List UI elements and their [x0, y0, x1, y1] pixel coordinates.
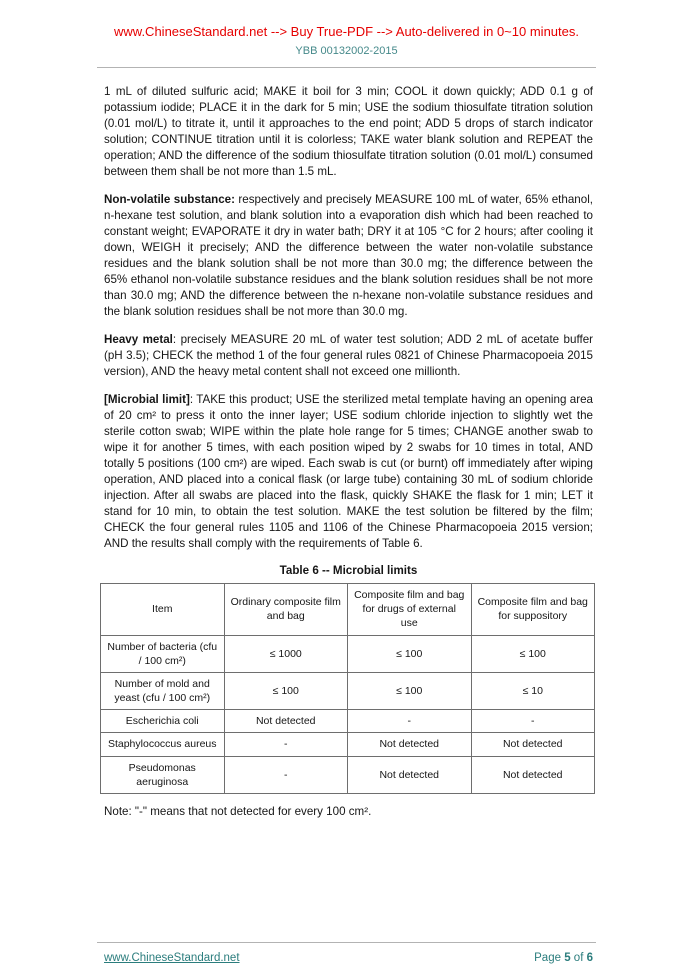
footer — [0, 942, 693, 964]
value-cell: Not detected — [471, 756, 595, 793]
paragraph-lead: [Microbial limit] — [104, 393, 190, 406]
page-label: Page — [534, 952, 565, 964]
value-cell: Not detected — [348, 733, 472, 756]
header-banner-link[interactable]: www.ChineseStandard.net --> Buy True-PDF --> Auto-delivered in 0~10 minutes. — [114, 24, 579, 39]
paragraph-microbial-limit — [104, 392, 593, 552]
item-cell: Number of mold and yeast (cfu / 100 cm²) — [101, 672, 225, 709]
value-cell: Not detected — [471, 733, 595, 756]
footer-site-link[interactable]: www.ChineseStandard.net — [104, 952, 240, 964]
paragraph-nonvolatile-substance — [104, 192, 593, 320]
paragraph-lead: Heavy metal — [104, 333, 173, 346]
value-cell: - — [224, 733, 348, 756]
paragraph-titration — [104, 84, 593, 180]
column-header-external-use: Composite film and bag for drugs of external use — [348, 584, 472, 636]
value-cell: ≤ 100 — [224, 672, 348, 709]
value-cell: ≤ 10 — [471, 672, 595, 709]
paragraph-lead: Non-volatile substance: — [104, 193, 235, 206]
page-number: 5 — [564, 952, 571, 964]
column-header-suppository: Composite film and bag for suppository — [471, 584, 595, 636]
standard-number: YBB 00132002-2015 — [295, 45, 398, 57]
value-cell: ≤ 100 — [348, 672, 472, 709]
page-total: 6 — [586, 952, 593, 964]
table-header-row — [101, 584, 595, 636]
paragraph-text: respectively and precisely MEASURE 100 mL of water, 65% ethanol, n-hexane test solution, and blank solution into a evaporation dish which had been reached to constant weight; EVAPORATE it dry in water bath; DRY it at 105 °C for 2 hours; after cooling it down, WEIGH it precisely; AND the difference between the water non-volatile substance residues and the blank solution shall be not more than 30.0 mg; the difference between the 65% ethanol non-volatile substance residues and the blank solution residues shall be not more than 30.0 mg; AND the difference between the n-hexane non-volatile substance residues and the blank solution residues shall be not more than 30.0 mg. — [104, 193, 593, 318]
table-row — [101, 756, 595, 793]
value-cell: ≤ 1000 — [224, 635, 348, 672]
microbial-limits-table — [100, 583, 595, 794]
value-cell: - — [471, 710, 595, 733]
page-indicator — [534, 952, 593, 964]
footer-divider — [97, 942, 596, 943]
table-row — [101, 710, 595, 733]
table-note: Note: "-" means that not detected for every 100 cm². — [104, 804, 372, 818]
paragraph-text: : TAKE this product; USE the sterilized metal template having an opening area of 20 cm² to press it onto the inner layer; USE sodium chloride injection to slightly wet the sterile cotton swab; WIPE within the plate hole range for 5 times; CHANGE another swab to wipe it for another 5 times, with each position wiped by 2 swabs for 10 times in total, AND totally 5 positions (100 cm²) are wiped. Each swab is cut (or burnt) off immediately after wiping operation, AND placed into a conical flask (or large tube) containing 30 mL of sodium chloride injection. After all swabs are placed into the flask, quickly SHAKE the flask for 1 min; LET it stand for 10 min, to obtain the test solution. MAKE the test solution be filtered by the film; CHECK the four general rules 1105 and 1106 of the Chinese Pharmacopoeia 2015 version; AND the results shall comply with the requirements of Table 6. — [104, 393, 593, 550]
value-cell: ≤ 100 — [471, 635, 595, 672]
page-separator: of — [570, 952, 587, 964]
table-row — [101, 733, 595, 756]
value-cell: Not detected — [224, 710, 348, 733]
paragraph-text: : precisely MEASURE 20 mL of water test solution; ADD 2 mL of acetate buffer (pH 3.5); CHECK the method 1 of the four general rules 0821 of Chinese Pharmacopoeia 2015 version), AND the heavy metal content shall not exceed one millionth. — [104, 333, 593, 378]
value-cell: Not detected — [348, 756, 472, 793]
column-header-ordinary: Ordinary composite film and bag — [224, 584, 348, 636]
table-title: Table 6 -- Microbial limits — [279, 564, 418, 577]
column-header-item: Item — [101, 584, 225, 636]
item-cell: Pseudomonas aeruginosa — [101, 756, 225, 793]
value-cell: - — [224, 756, 348, 793]
item-cell: Staphylococcus aureus — [101, 733, 225, 756]
table-row — [101, 672, 595, 709]
item-cell: Number of bacteria (cfu / 100 cm²) — [101, 635, 225, 672]
document-body — [104, 68, 593, 818]
paragraph-heavy-metal — [104, 332, 593, 380]
footer-row — [104, 952, 593, 964]
value-cell: ≤ 100 — [348, 635, 472, 672]
item-cell: Escherichia coli — [101, 710, 225, 733]
paragraph-text: 1 mL of diluted sulfuric acid; MAKE it boil for 3 min; COOL it down quickly; ADD 0.1 g of potassium iodide; PLACE it in the dark for 5 min; USE the sodium thiosulfate titration solution (0.01 mol/L) to titrate it, until it approaches to the end point; ADD 5 drops of starch indicator solution; CONTINUE titration until it is colorless; TAKE water blank solution and REPEAT the operation; AND the difference of the sodium thiosulfate titration solution (0.01 mol/L) consumed between them shall be not more than 1.5 mL. — [104, 85, 593, 178]
table-row — [101, 635, 595, 672]
value-cell: - — [348, 710, 472, 733]
